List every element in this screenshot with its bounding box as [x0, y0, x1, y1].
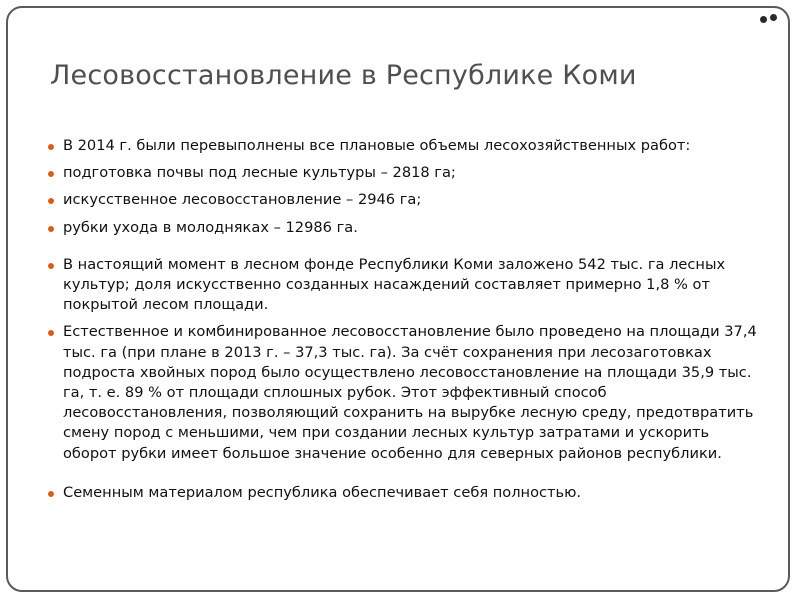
slide-title: Лесовосстановление в Республике Коми [50, 60, 637, 91]
list-item [44, 218, 764, 238]
corner-dots-icon [760, 14, 778, 26]
list-item [44, 190, 764, 210]
bullet-icon [48, 330, 54, 336]
list-item [44, 483, 764, 503]
list-item-text: Естественное и комбинированное лесовосстановление было проведено на площади 37,4 тыс. га (при плане в 2013 г. – 37,3 тыс. га). За счёт сохранения при лесозаготовках подроста хвойных пород было осуществлено лесовосстановление на площади 35,9 тыс. га, т. е. 89 % от площади сплошных рубок. Этот эффективный способ лесовосстановления, позволяющий сохранить на вырубке лесную среду, предотвратить смену пород с меньшими, чем при создании лесных культур затратами и ускорить оборот рубки имеет большое значение особенно для северных районов республики. [63, 323, 757, 462]
bullet-icon [48, 171, 54, 177]
slide-frame [6, 6, 790, 592]
list-item-text: искусственное лесовосстановление – 2946 га; [63, 191, 422, 209]
list-item-text: Семенным материалом республика обеспечивает себя полностью. [63, 483, 582, 501]
list-item [44, 136, 764, 156]
bullet-icon [48, 491, 54, 497]
list-item [44, 322, 764, 463]
bullet-icon [48, 226, 54, 232]
bullet-icon [48, 144, 54, 150]
list-item [44, 163, 764, 183]
list-item-text: В 2014 г. были перевыполнены все плановые объемы лесохозяйственных работ: [63, 137, 691, 154]
list-item-text: подготовка почвы под лесные культуры – 2818 га; [63, 164, 456, 182]
list-item [44, 255, 764, 316]
bullet-icon [48, 263, 54, 269]
bullet-icon [48, 198, 54, 204]
slide-content [44, 136, 764, 510]
list-item-text: рубки ухода в молодняках – 12986 га. [63, 218, 358, 236]
list-item-text: В настоящий момент в лесном фонде Республики Коми заложено 542 тыс. га лесных культур; доля искусственно созданных насаждений составляет примерно 1,8 % от покрытой лесом площади. [63, 255, 726, 314]
